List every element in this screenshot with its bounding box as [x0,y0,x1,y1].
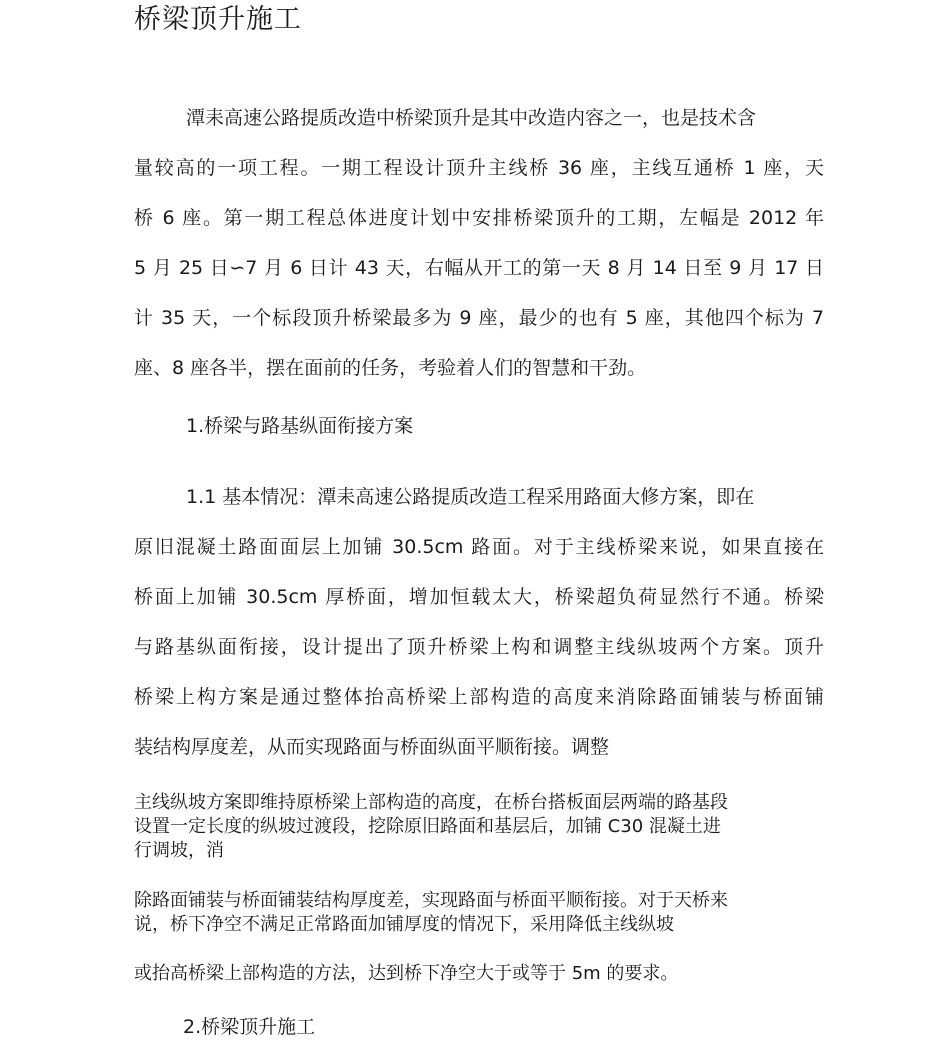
subsection-line: 与路基纵面衔接，设计提出了顶升桥梁上构和调整主线纵坡两个方案。顶升 [134,636,824,658]
section-heading: 1.桥梁与路基纵面衔接方案 [186,415,414,437]
intro-line: 座、8 座各半，摆在面前的任务，考验着人们的智慧和干劲。 [134,357,647,379]
body-line: 或抬高桥梁上部构造的方法，达到桥下净空大于或等于 5m 的要求。 [134,963,679,984]
intro-line: 计 35 天，一个标段顶升桥梁最多为 9 座，最少的也有 5 座，其他四个标为 7 [134,307,824,329]
body-line: 设置一定长度的纵坡过渡段，挖除原旧路面和基层后，加铺 C30 混凝土进 [134,816,721,837]
document-title: 桥梁顶升施工 [134,4,302,35]
subsection-line: 装结构厚度差，从而实现路面与桥面纵面平顺衔接。调整 [134,736,610,758]
subsection-line: 原旧混凝土路面面层上加铺 30.5cm 路面。对于主线桥梁来说，如果直接在 [134,536,824,558]
body-line: 主线纵坡方案即维持原桥梁上部构造的高度，在桥台搭板面层两端的路基段 [134,792,728,813]
subsection-line: 桥梁上构方案是通过整体抬高桥梁上部构造的高度来消除路面铺装与桥面铺 [134,686,824,708]
intro-line: 量较高的一项工程。一期工程设计顶升主线桥 36 座，主线互通桥 1 座，天 [134,157,824,179]
section-heading: 2.桥梁顶升施工 [183,1016,316,1038]
intro-line: 潭耒高速公路提质改造中桥梁顶升是其中改造内容之一，也是技术含 [186,107,757,129]
subsection-line: 1.1 基本情况：潭耒高速公路提质改造工程采用路面大修方案，即在 [186,486,755,508]
body-line: 除路面铺装与桥面铺装结构厚度差，实现路面与桥面平顺衔接。对于天桥来 [134,890,728,911]
intro-line: 桥 6 座。第一期工程总体进度计划中安排桥梁顶升的工期，左幅是 2012 年 [134,207,824,229]
body-line: 说，桥下净空不满足正常路面加铺厚度的情况下，采用降低主线纵坡 [134,914,674,935]
intro-line: 5 月 25 日∽7 月 6 日计 43 天，右幅从开工的第一天 8 月 14 日至 9 月 17 日 [134,257,824,279]
body-line: 行调坡，消 [134,840,224,861]
subsection-line: 桥面上加铺 30.5cm 厚桥面，增加恒载太大，桥梁超负荷显然行不通。桥梁 [134,586,824,608]
